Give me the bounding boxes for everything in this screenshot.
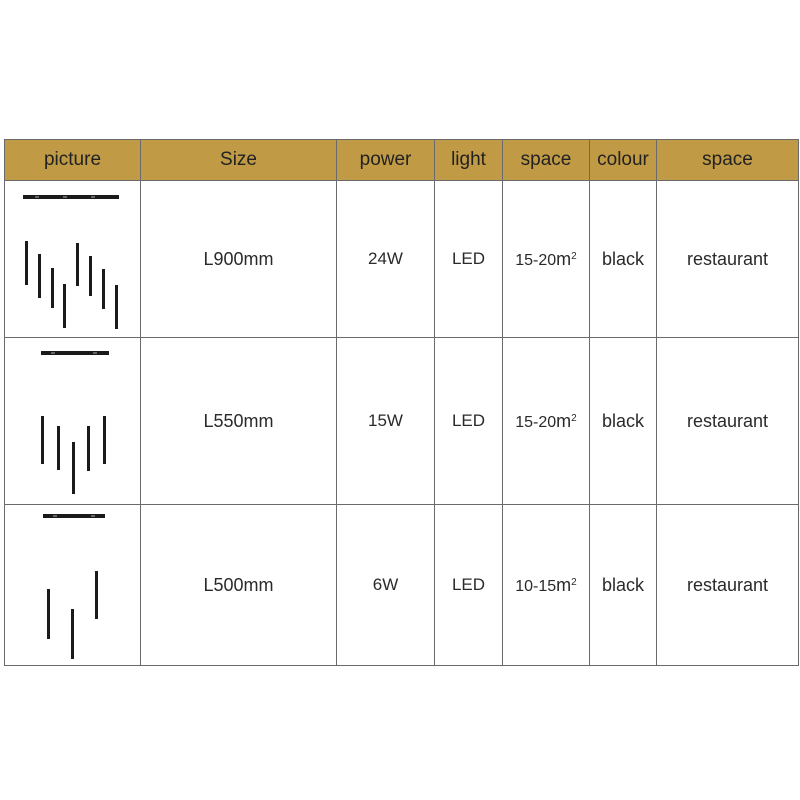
picture-cell xyxy=(5,338,141,505)
usage-cell: restaurant xyxy=(657,505,799,666)
area-exponent: 2 xyxy=(571,412,577,424)
area-value: 15-20 xyxy=(515,413,557,431)
picture-cell xyxy=(5,181,141,338)
light-cell: LED xyxy=(435,181,503,338)
header-size: Size xyxy=(141,140,337,181)
light-cell: LED xyxy=(435,338,503,505)
area-cell xyxy=(503,505,590,666)
header-space-usage: space xyxy=(657,140,799,181)
area-unit: m xyxy=(556,248,572,269)
header-space-area: space xyxy=(503,140,590,181)
area-value: 15-20 xyxy=(515,251,557,269)
power-cell: 24W xyxy=(337,181,435,338)
pendant-light-9-image xyxy=(5,181,141,337)
power-cell: 6W xyxy=(337,505,435,666)
power-cell: 15W xyxy=(337,338,435,505)
header-picture: picture xyxy=(5,140,141,181)
header-power: power xyxy=(337,140,435,181)
table-row xyxy=(5,505,799,666)
header-colour: colour xyxy=(590,140,657,181)
usage-cell: restaurant xyxy=(657,181,799,338)
area-unit: m xyxy=(556,410,572,431)
colour-cell: black xyxy=(590,181,657,338)
pendant-light-5-image xyxy=(5,338,141,504)
picture-cell xyxy=(5,505,141,666)
usage-cell: restaurant xyxy=(657,338,799,505)
light-cell: LED xyxy=(435,505,503,666)
colour-cell: black xyxy=(590,505,657,666)
area-cell xyxy=(503,181,590,338)
size-cell: L500mm xyxy=(141,505,337,666)
header-row xyxy=(5,140,799,181)
product-spec-table xyxy=(4,139,799,666)
size-cell: L900mm xyxy=(141,181,337,338)
pendant-light-3-image xyxy=(5,505,141,665)
header-light: light xyxy=(435,140,503,181)
area-exponent: 2 xyxy=(571,250,577,262)
colour-cell: black xyxy=(590,338,657,505)
area-cell xyxy=(503,338,590,505)
area-unit: m xyxy=(556,574,572,595)
area-value: 10-15 xyxy=(515,577,557,595)
size-cell: L550mm xyxy=(141,338,337,505)
area-exponent: 2 xyxy=(571,576,577,588)
table-row xyxy=(5,181,799,338)
table-row xyxy=(5,338,799,505)
